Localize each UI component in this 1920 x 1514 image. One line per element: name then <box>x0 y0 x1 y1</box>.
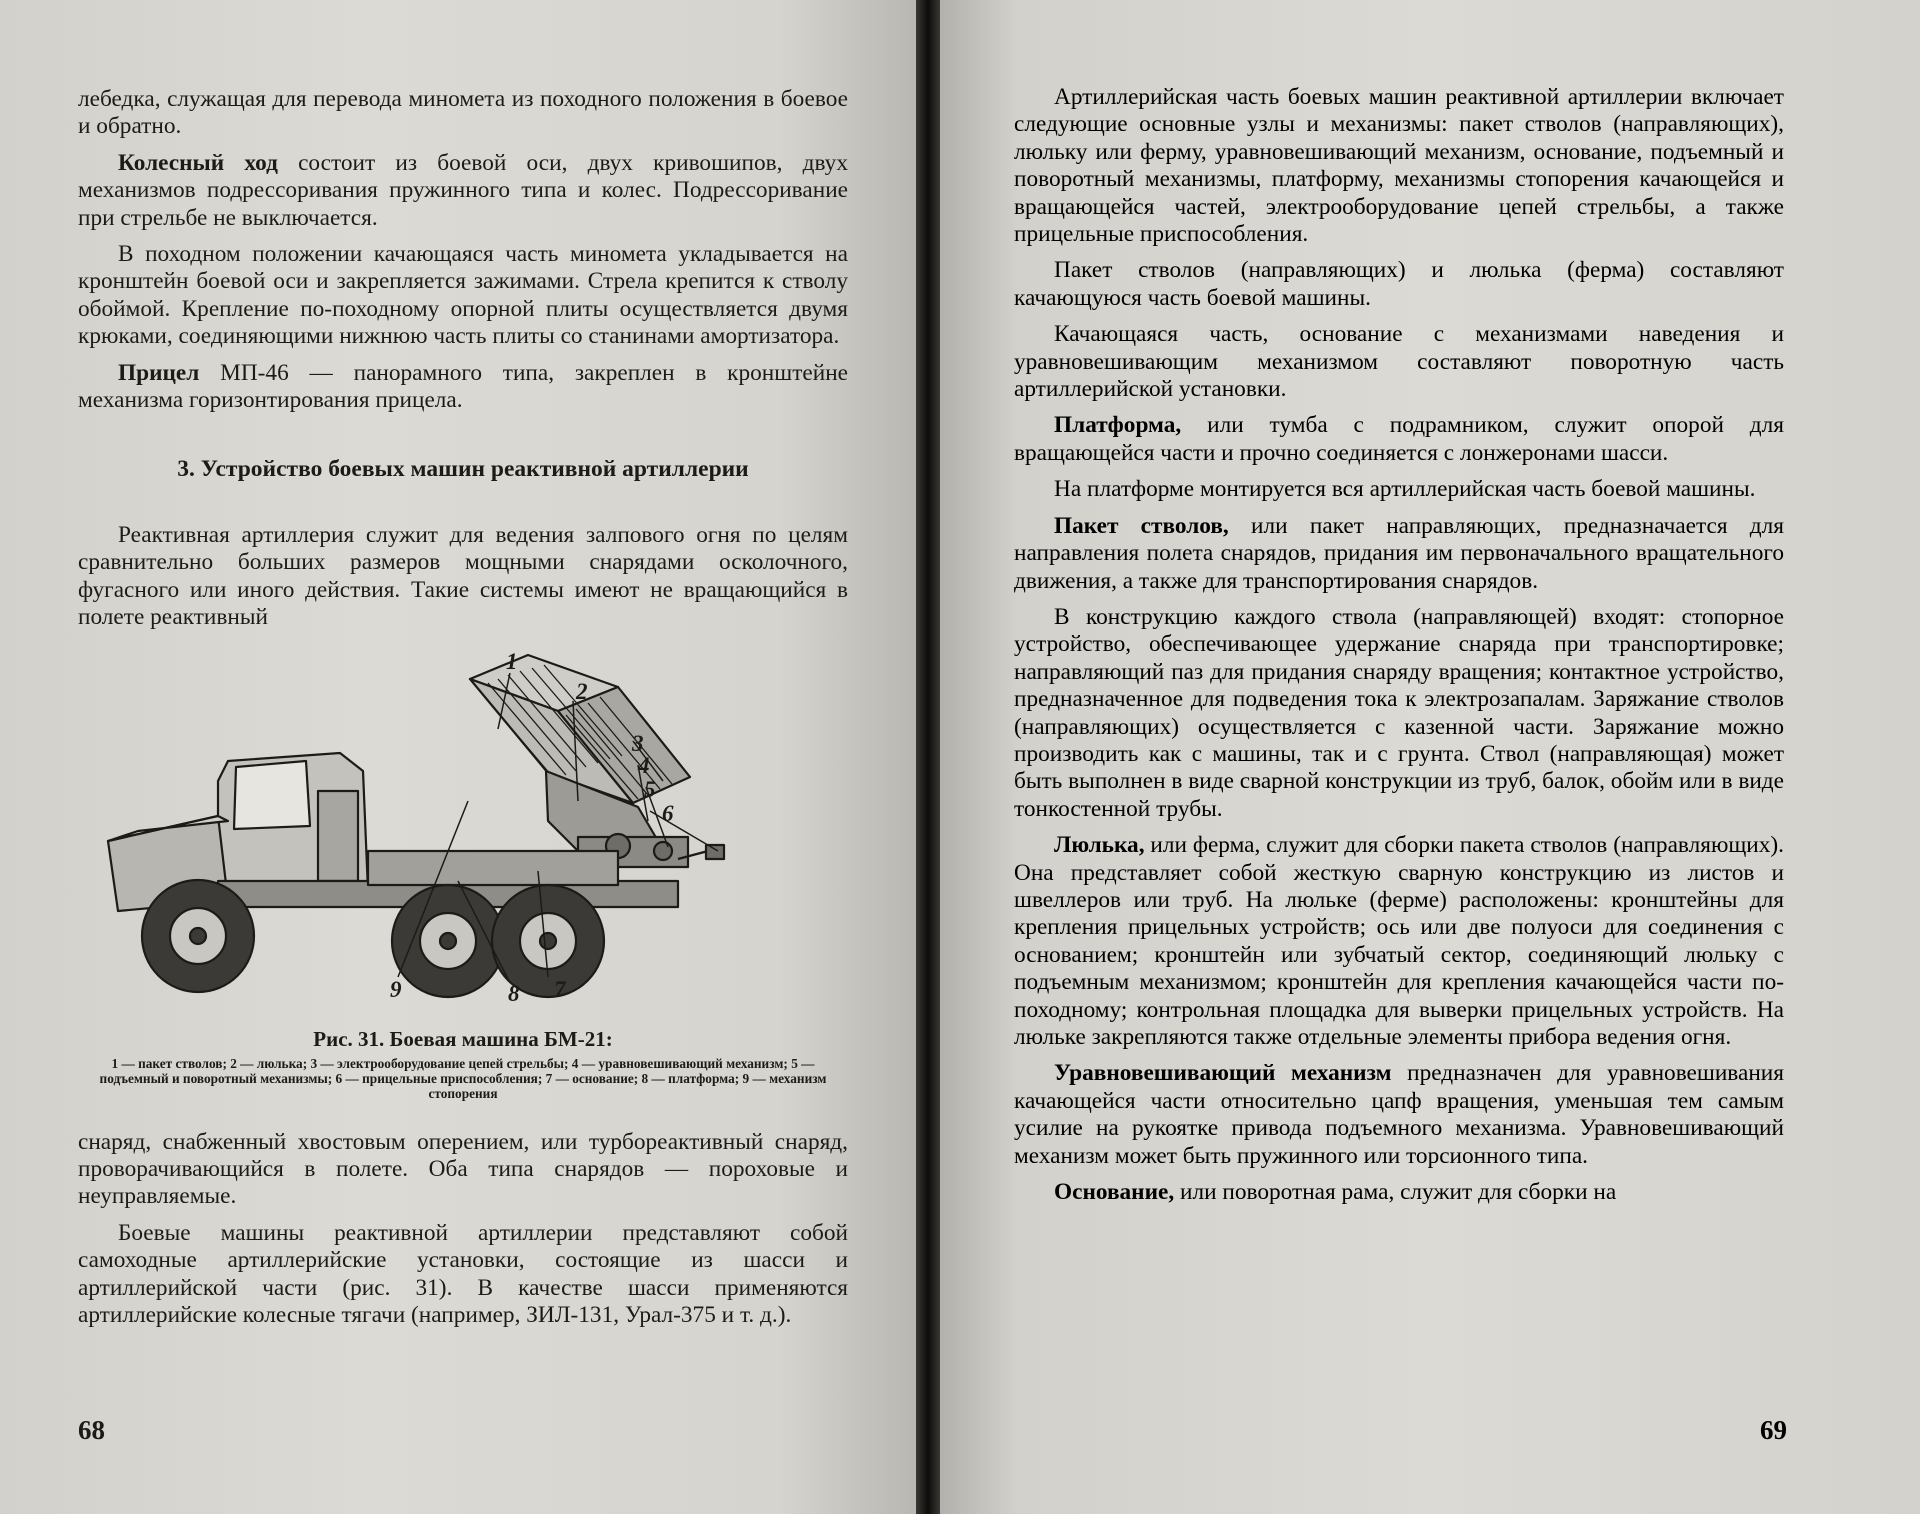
callout-4: 4 <box>638 752 650 778</box>
right-paragraph-8-text: или ферма, служит для сборки пакета стволов (направляющих). Она представляет собой жесткую сварную конструкцию из листов и швеллеров или труб. На люльке (ферме) расположены: кронштейны для крепления прицельных устройств; ось или две полуоси для соединения с основанием; кронштейн или зубчатый сектор, соединяющий люльку с подъемным механизмом; кронштейн для крепления качающейся части по-походному; контрольная площадка для выверки прицельных устройств. На люльке закрепляются также отдельные элементы прибора ведения огня. <box>1014 832 1784 1050</box>
right-paragraph-9 <box>1014 1060 1784 1170</box>
right-paragraph-6 <box>1014 513 1784 595</box>
right-paragraph-3: Качающаяся часть, основание с механизмами наведения и уравновешивающим механизмом составляют поворотную часть артиллерийской установки. <box>1014 321 1784 403</box>
callout-5: 5 <box>644 776 656 802</box>
left-page <box>0 0 916 1514</box>
right-paragraph-10 <box>1014 1179 1784 1206</box>
term-wheel-drive: Колесный ход <box>118 149 278 176</box>
page-number-left: 68 <box>78 1415 105 1445</box>
term-platform: Платформа, <box>1054 412 1182 439</box>
term-cradle: Люлька, <box>1054 832 1145 859</box>
page-number-right: 69 <box>1760 1415 1787 1445</box>
left-paragraph-1: лебедка, служащая для перевода миномета из походного положения в боевое и обратно. <box>78 86 848 140</box>
callout-6: 6 <box>662 800 674 826</box>
left-paragraph-6: снаряд, снабженный хвостовым оперением, или турбореактивный снаряд, проворачивающийся в полете. Оба типа снарядов — пороховые и неуправляемые. <box>78 1128 848 1210</box>
term-balancing-mechanism: Уравновешивающий механизм <box>1054 1060 1392 1087</box>
left-paragraph-7: Боевые машины реактивной артиллерии представляют собой самоходные артиллерийские установки, состоящие из шасси и артиллерийской части (рис. 31). В качестве шасси применяются артиллерийские колесные тягачи (например, ЗИЛ-131, Урал-375 и т. д.). <box>78 1219 848 1328</box>
bm21-truck-drawing <box>78 641 848 1021</box>
right-paragraph-4-text: или тумба с подрамником, служит опорой для вращающейся части и прочно соединяется с лонжеронами шасси. <box>1014 412 1784 466</box>
section-heading: 3. Устройство боевых машин реактивной артиллерии <box>177 456 749 483</box>
figure-bm21-illustration <box>78 641 848 1021</box>
right-paragraph-4 <box>1014 412 1784 467</box>
right-paragraph-10-text: или поворотная рама, служит для сборки на <box>1174 1179 1617 1206</box>
left-paragraph-4 <box>78 360 848 415</box>
right-paragraph-1: Артиллерийская часть боевых машин реактивной артиллерии включает следующие основные узлы и механизмы: пакет стволов (направляющих), люльку или ферму, уравновешивающий механизм, основание, подъемный и поворотный механизмы, платформу, механизмы стопорения качающейся и вращающейся частей, электрооборудование цепей стрельбы, а также прицельные приспособления. <box>1014 84 1784 248</box>
figure-legend: 1 — пакет стволов; 2 — люлька; 3 — электрооборудование цепей стрельбы; 4 — уравновешивающий механизм; 5 — подъемный и поворотный механизмы; 6 — прицельные приспособления; 7 — основание; 8 — платформа; 9 — механизм стопорения <box>99 1055 827 1101</box>
callout-9: 9 <box>390 976 402 1002</box>
left-paragraph-2 <box>78 150 848 232</box>
term-base: Основание, <box>1054 1179 1175 1206</box>
left-paragraph-3: В походном положении качающаяся часть миномета укладывается на кронштейн боевой оси и закрепляется зажимами. Стрела крепится к стволу обоймой. Крепление по-походному опорной плиты осуществляется двумя крюками, соединяющими нижнюю часть плиты со станинами амортизатора. <box>78 241 848 350</box>
right-paragraph-7: В конструкцию каждого ствола (направляющей) входят: стопорное устройство, обеспечивающее удержание снаряда при транспортировке; направляющий паз для придания снаряду вращения; контактное устройство, предназначенное для подведения тока к электрозапалам. Заряжание стволов (направляющих) осуществляется с казенной части. Заряжание можно производить как с машины, так и с грунта. Ствол (направляющая) может быть выполнен в виде сварной конструкции из труб, балок, обойм или в виде тонкостенной трубы. <box>1014 603 1784 822</box>
left-page-text <box>78 86 848 1338</box>
term-tube-pack: Пакет стволов, <box>1054 512 1229 539</box>
callout-1: 1 <box>506 648 518 674</box>
book-gutter <box>916 0 940 1514</box>
right-paragraph-5: На платформе монтируется вся артиллерийская часть боевой машины. <box>1054 476 1756 503</box>
left-paragraph-2-text: состоит из боевой оси, двух кривошипов, двух механизмов подрессоривания пружинного типа и колес. Подрессоривание при стрельбе не выключается. <box>78 149 848 231</box>
right-paragraph-8 <box>1014 832 1784 1051</box>
figure-caption <box>78 1026 848 1051</box>
right-page-text <box>1014 84 1784 1215</box>
callout-8: 8 <box>508 980 520 1006</box>
left-paragraph-4-text: МП-46 — панорамного типа, закреплен в кронштейне механизма горизонтирования прицела. <box>78 359 848 414</box>
callout-3: 3 <box>632 730 644 756</box>
figure-caption-title: Рис. 31. Боевая машина БМ-21: <box>313 1026 613 1051</box>
right-paragraph-9-text: предназначен для уравновешивания качающейся части относительно цапф вращения, уменьшая тем самым усилие на рукоятке привода подъемного механизма. Уравновешивающий механизм может быть пружинного или торсионного типа. <box>1014 1060 1784 1169</box>
callout-7: 7 <box>554 976 566 1002</box>
left-paragraph-5: Реактивная артиллерия служит для ведения залпового огня по целям сравнительно больших размеров мощными снарядами осколочного, фугасного или иного действия. Такие системы имеют не вращающийся в полете реактивный <box>78 521 848 631</box>
right-paragraph-2: Пакет стволов (направляющих) и люлька (ферма) составляют качающуюся часть боевой машины. <box>1014 257 1784 311</box>
callout-2: 2 <box>576 678 588 704</box>
term-sight: Прицел <box>118 359 200 386</box>
right-paragraph-6-text: или пакет направляющих, предназначается для направления полета снарядов, придания им первоначального вращательного движения, а также для транспортирования снарядов. <box>1014 512 1785 594</box>
